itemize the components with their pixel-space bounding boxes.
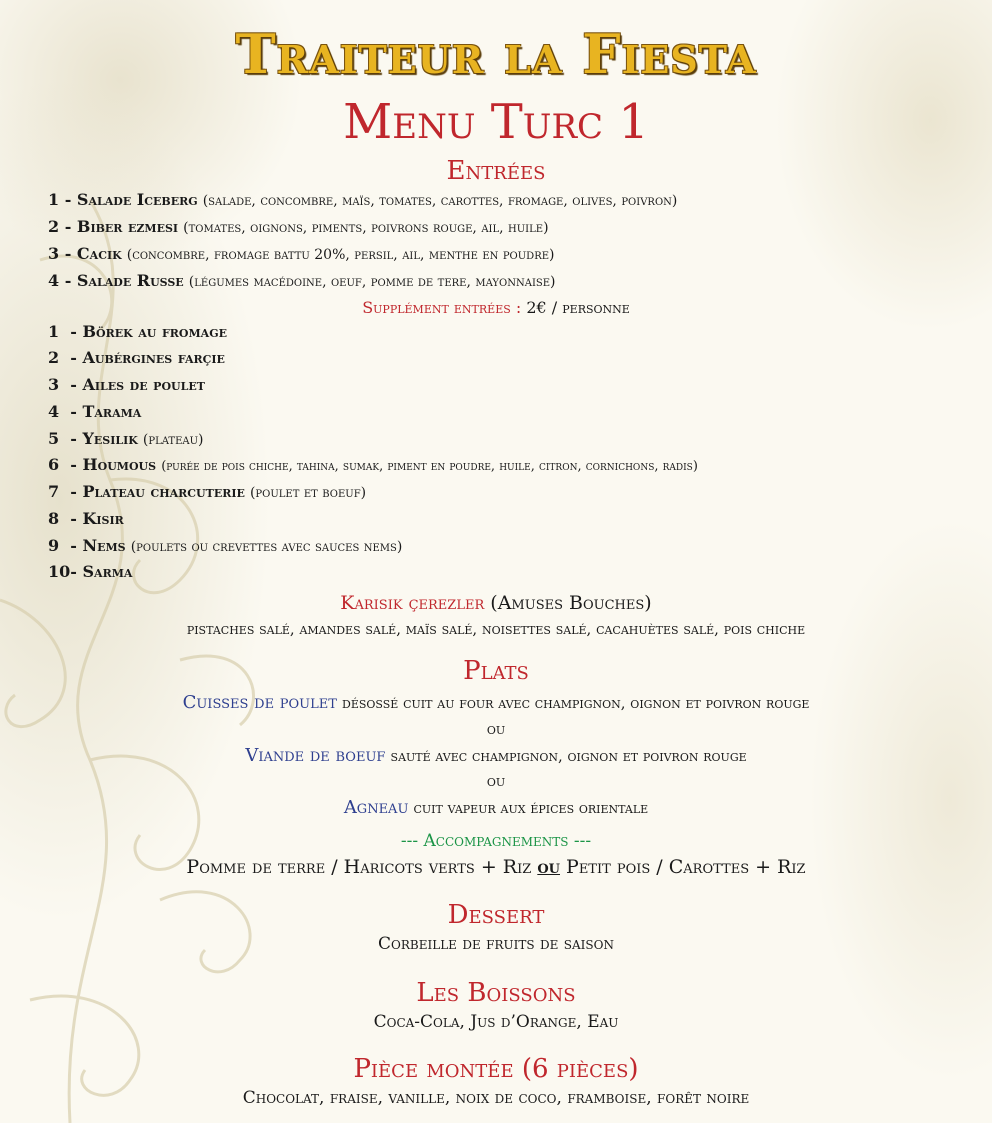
amuses-text: pistaches salé, amandes salé, maïs salé, noisettes salé, cacahuètes salé, pois chiche [186, 620, 806, 638]
boissons-text: Coca-Cola, Jus d’Orange, Eau [373, 1012, 619, 1032]
extra-item: 3 - Ailes de poulet [48, 375, 205, 394]
dessert-heading: Dessert [447, 900, 545, 930]
extra-item: 10- Sarma [48, 562, 133, 581]
extra-item: 2 - Aubérgines farçie [48, 348, 225, 367]
entree-item: 4 - Salade Russe (légumes macédoine, oeuf, pomme de tere, mayonnaise) [48, 271, 556, 290]
plat-option-poulet: Cuisses de poulet désossé cuit au four avec champignon, oignon et poivron rouge [182, 692, 810, 713]
supplement-line: Supplément entrées : 2€ / personne [362, 298, 630, 317]
dessert-text: Corbeille de fruits de saison [378, 934, 614, 954]
plat-option-boeuf: Viande de boeuf sauté avec champignon, oignon et poivron rouge [245, 745, 747, 766]
entree-item: 1 - Salade Iceberg (salade, concombre, maïs, tomates, carottes, fromage, olives, poivron) [48, 190, 678, 209]
extra-item: 4 - Tarama [48, 402, 142, 421]
extra-item: 7 - Plateau charcuterie (poulet et boeuf) [48, 482, 367, 501]
boissons-heading: Les Boissons [416, 978, 576, 1008]
menu-subtitle: Menu Turc 1 [343, 94, 649, 150]
plat-option-agneau: Agneau cuit vapeur aux épices orientale [343, 797, 649, 818]
entree-item: 2 - Biber ezmesi (tomates, oignons, piments, poivrons rouge, ail, huile) [48, 217, 549, 236]
piece-montee-text: Chocolat, fraise, vanille, noix de coco, framboise, forêt noire [242, 1088, 750, 1108]
piece-montee-heading: Pièce montée (6 pièces) [353, 1054, 639, 1084]
accompagnements-text: Pomme de terre / Haricots verts + Riz ou Petit pois / Carottes + Riz [186, 856, 806, 878]
extra-item: 1 - Börek au fromage [48, 322, 227, 341]
entree-item: 3 - Cacik (concombre, fromage battu 20%, persil, ail, menthe en poudre) [48, 244, 555, 263]
plats-heading: Plats [463, 656, 529, 686]
entrees-heading: Entrées [446, 156, 546, 186]
accompagnements-heading: --- Accompagnements --- [400, 831, 592, 851]
page-title: Traiteur la Fiesta [235, 22, 757, 86]
extra-item: 5 - Yesilik (plateau) [48, 429, 204, 448]
or-separator: ou [486, 720, 506, 738]
extra-item: 6 - Houmous (purée de pois chiche, tahina, sumak, piment en poudre, huile, citron, cornichons, radis) [48, 455, 698, 474]
extra-item: 9 - Nems (poulets ou crevettes avec sauces nems) [48, 536, 403, 555]
extra-item: 8 - Kisir [48, 509, 124, 528]
amuses-heading: Karisik çerezler (Amuses Bouches) [340, 592, 652, 614]
or-separator: ou [486, 772, 506, 790]
